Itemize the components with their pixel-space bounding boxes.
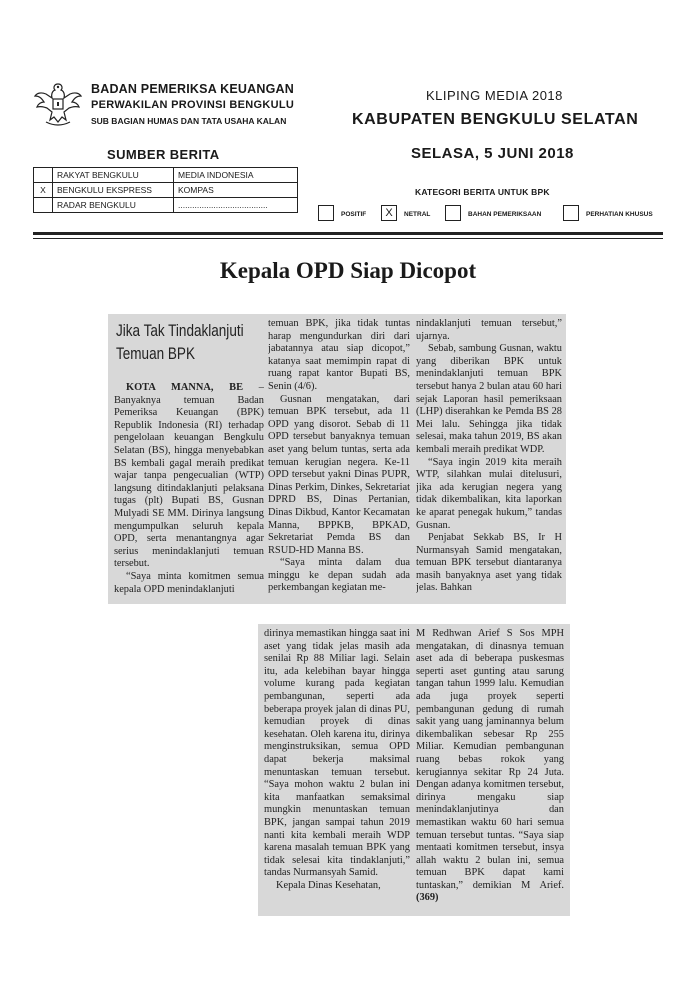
garuda-emblem-icon [32, 78, 84, 128]
publication-date: SELASA, 5 JUNI 2018 [411, 145, 574, 162]
org-subdivision: SUB BAGIAN HUMAS DAN TATA USAHA KALAN [91, 116, 287, 126]
source-row [34, 183, 298, 198]
subheadline [116, 320, 244, 366]
paragraph: Sebab, sambung Gusnan, waktu yang diberikan BPK untuk menindaklanjuti temuan BPK tersebut hanya 2 bulan atau 60 hari sejak Laporan hasil pemeriksaan (LHP) diserahkan ke Pemda BS 28 Mei lalu. Sehingga jika tidak selesai, maka tahun 2019, BS akan kembali meraih predikat WDP. [416, 343, 562, 455]
subheadline-line: Temuan BPK [116, 345, 195, 363]
paragraph: dirinya memastikan hingga saat ini aset yang tidak jelas masih ada senilai Rp 88 Miliar lagi. Selain itu, ada kelebihan bayar hingga volume kurang pada kegiatan pembangunan, seperti ada beberapa proyek jalan di dinas PU, kemudian proyek di dinas kesehatan. Oleh karena itu, dirinya menginstruksikan, semua OPD dapat bekerja maksimal menuntaskan temuan tersebut. “Saya mohon waktu 2 bulan ini kita manfaatkan semaksimal mungkin menuntaskan temuan BPK, jangan sampai tahun 2019 nanti kita kembali meraih WDP karena masalah temuan BPK yang tidak selesai kita tindaklanjuti,” tandas Nurmansyah Samid. [264, 628, 410, 879]
paragraph: Kepala Dinas Kesehatan, [276, 879, 381, 891]
kliping-label: KLIPING MEDIA 2018 [426, 88, 563, 103]
kabupaten-title: KABUPATEN BENGKULU SELATAN [352, 111, 639, 128]
org-name: BADAN PEMERIKSA KEUANGAN [91, 82, 294, 96]
paragraph: Gusnan mengatakan, dari temuan BPK tersebut, ada 11 OPD yang disorot. Sebab di 11 OPD tersebut banyaknya temuan aset yang belum tuntas, serta ada temuan kerugian negera. Ke-11 OPD tersebut yakni Dinas PUPR, Dinas Perkim, Dinkes, Sekretariat DPRD BS, Dinas Pertanian, Dinas Dikbud, Kantor Kecamatan Manna, BPPKB, BPKAD, Sekretariat Pemda BS dan RSUD-HD Manna BS. [268, 393, 410, 556]
paragraph: Penjabat Sekkab BS, Ir H Nurmansyah Samid mengatakan, temuan BPK tersebut diantaranya masih banyaknya aset yang tidak jelas. Bahkan [416, 532, 562, 594]
subheadline-line: Jika Tak Tindaklanjuti [116, 322, 244, 340]
article-column-4 [264, 628, 410, 913]
article-column-1 [114, 382, 264, 600]
source-name: BENGKULU EKSPRESS [53, 183, 174, 198]
article-column-3 [416, 318, 562, 601]
source-name: RAKYAT BENGKULU [53, 168, 174, 183]
source-name: MEDIA INDONESIA [174, 168, 298, 183]
paragraph: temuan BPK, jika tidak tuntas harap mengundurkan diri dari jabatannya atau siap dicopot,” katanya saat memimpin rapat di ruang rapat kantor Bupati BS, Senin (4/6). [268, 318, 410, 392]
source-name: RADAR BENGKULU [53, 198, 174, 213]
article-column-2 [268, 318, 410, 601]
divider [33, 238, 663, 239]
paragraph: “Saya minta komitmen semua kepala OPD menindaklanjuti [114, 570, 264, 595]
kategori-checkbox-netral[interactable]: X [381, 205, 397, 221]
org-branch: PERWAKILAN PROVINSI BENGKULU [91, 99, 295, 111]
source-mark [34, 168, 53, 183]
source-row [34, 168, 298, 183]
paragraph: M Redhwan Arief S Sos MPH mengatakan, di dinasnya temuan aset ada di beberapa puskesmas seperti aset gunting atau sarung tangan tahun 1999 lalu. Kemudian ada juga proyek seperti pembangunan gedung di rumah sakit yang uang jaminannya belum dikembalikan sebesar Rp 255 Miliar. Kemudian pembangunan ruang bebas rokok yang kerugiannya sekitar Rp 24 Juta. Dengan adanya komitmen tersebut, dirinya mengaku siap menindaklanjutinya dan memastikan waktu 60 hari semua temuan tersebut tuntas. “Saya siap mentaati komitmen tersebut, insya allah waktu 2 bulan ini, semua temuan BPK dapat kami tuntaskan,” demikian M Arief. [416, 628, 564, 891]
paragraph: nindaklanjuti temuan tersebut,” ujarnya. [416, 318, 562, 342]
article-column-5 [416, 628, 564, 913]
source-name: ...................................... [174, 198, 298, 213]
dateline: KOTA MANNA, BE [126, 382, 244, 393]
article-code: (369) [416, 892, 439, 904]
kategori-checkbox-positif[interactable] [318, 205, 334, 221]
source-mark [34, 198, 53, 213]
paragraph: “Saya ingin 2019 kita meraih WTP, silahkan mulai ditelusuri, jika ada kerugian negera yang tidak dikembalikan, kita laporkan ke aparat penegak hukum,” tandas Gusnan. [416, 456, 562, 531]
source-name: KOMPAS [174, 183, 298, 198]
kategori-checkbox-perhatian-khusus[interactable] [563, 205, 579, 221]
kategori-label-perhatian-khusus: PERHATIAN KHUSUS [586, 211, 653, 218]
paragraph: – Banyaknya temuan Badan Pemeriksa Keuangan (BPK) Republik Indonesia (RI) terhadap pengelolaan keuangan Bengkulu Selatan (BS), hingga menyebabkan BS kembali gagal meraih predikat wajar tanpa pengecualian (WTP) langsung ditindaklanjuti pelaksana tugas (plt) Bupati BS, Gusnan Mulyadi SE MM. Dirinya langsung mengumpulkan seluruh kepala OPD, serta menantangnya agar serius menindaklanjuti temuan tersebut. [114, 382, 264, 570]
kategori-title: KATEGORI BERITA UNTUK BPK [415, 187, 550, 197]
source-row [34, 198, 298, 213]
kategori-checkbox-bahan-pemeriksaan[interactable] [445, 205, 461, 221]
source-table [33, 167, 298, 213]
article-headline: Kepala OPD Siap Dicopot [219, 258, 477, 283]
kategori-label-bahan-pemeriksaan: BAHAN PEMERIKSAAN [468, 211, 542, 218]
paragraph: “Saya minta dalam dua minggu ke depan sudah ada perkembangan kegiatan me- [268, 557, 410, 594]
kategori-label-positif: POSITIF [341, 211, 367, 218]
sumber-berita-title: SUMBER BERITA [107, 147, 220, 162]
source-mark: X [34, 183, 53, 198]
kategori-label-netral: NETRAL [404, 211, 431, 218]
divider [33, 232, 663, 235]
